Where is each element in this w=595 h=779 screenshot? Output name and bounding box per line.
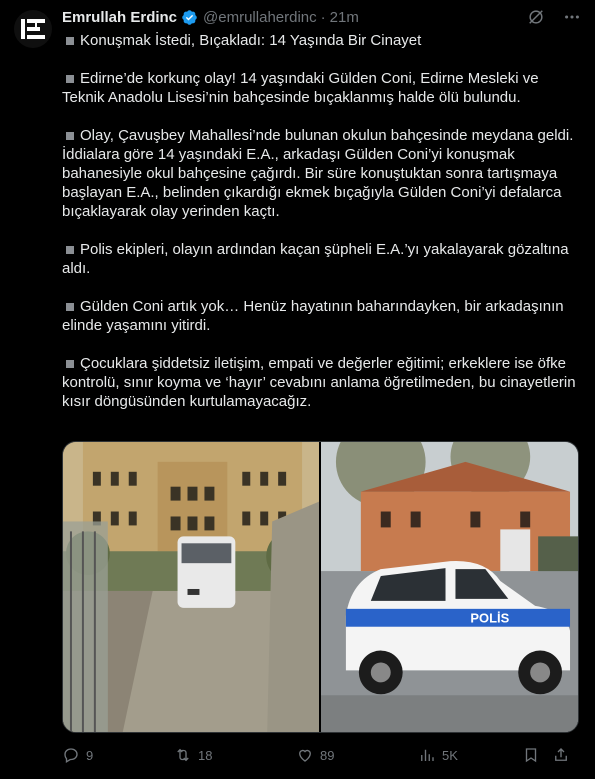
bookmark-icon <box>522 746 540 764</box>
reply-button[interactable] <box>62 746 174 764</box>
tweet-paragraph: Gülden Coni artık yok… Henüz hayatının baharındayken, bir arkadaşının elinde yaşamını yitirdi. <box>62 298 564 334</box>
bookmark-button[interactable] <box>522 746 552 764</box>
reply-icon <box>62 746 80 764</box>
police-car-photo[interactable] <box>321 442 578 732</box>
views-count: 5K <box>442 747 458 763</box>
separator-dot: · <box>320 8 326 26</box>
bullet-icon <box>66 37 74 45</box>
avatar[interactable] <box>14 10 52 48</box>
tweet-paragraph: Konuşmak İstedi, Bıçakladı: 14 Yaşında Bir Cinayet <box>62 31 582 50</box>
reply-count: 9 <box>86 747 94 763</box>
tweet-paragraph: Polis ekipleri, olayın ardından kaçan şüpheli E.A.’yı yakalayarak gözaltına aldı. <box>62 241 569 277</box>
E-logo-icon <box>20 18 46 40</box>
share-icon <box>552 746 570 764</box>
tweet-text <box>62 31 582 411</box>
views-button[interactable] <box>418 746 522 764</box>
bullet-icon <box>66 360 74 368</box>
tweet-header <box>62 7 581 27</box>
post-time[interactable]: 21m <box>329 8 359 26</box>
tweet-paragraph: Çocuklara şiddetsiz iletişim, empati ve değerler eğitimi; erkeklere ise öfke kontrolü, sınır koyma ve ‘hayır’ cevabını anlama öğretilmeden, bu cinayetlerin kısır döngüsünden kurtulamayacağız. <box>62 355 576 410</box>
bullet-icon <box>66 246 74 254</box>
school-photo[interactable] <box>63 442 319 732</box>
like-button[interactable] <box>296 746 418 764</box>
tweet-paragraph: Edirne’de korkunç olay! 14 yaşındaki Gülden Coni, Edirne Mesleki ve Teknik Anadolu Lisesi’nin bahçesinde bıçaklanmış halde ölü bulundu. <box>62 70 539 106</box>
bullet-icon <box>66 132 74 140</box>
retweet-icon <box>174 746 192 764</box>
share-button[interactable] <box>552 746 576 764</box>
police-label: POLİS <box>470 610 510 626</box>
grok-icon[interactable] <box>527 8 545 26</box>
more-icon[interactable] <box>563 8 581 26</box>
media-grid <box>62 441 579 733</box>
bullet-icon <box>66 303 74 311</box>
retweet-button[interactable] <box>174 746 296 764</box>
like-count: 89 <box>320 747 335 763</box>
action-bar <box>62 744 582 766</box>
author-handle[interactable]: @emrullaherdinc <box>203 8 317 26</box>
bullet-icon <box>66 75 74 83</box>
tweet-paragraph: Olay, Çavuşbey Mahallesi’nde bulunan okulun bahçesinde meydana geldi. İddialara göre 14 yaşındaki E.A., arkadaşı Gülden Coni’yi konuşmak bahanesiyle okul bahçesine çağırdı. Bir süre konuştuktan sonra tartışmaya başlayan E.A., belinden çıkardığı ekmek bıçağıyla Gülden Coni’yi defalarca bıçaklayarak olay yerinden kaçtı. <box>62 127 574 220</box>
verified-badge-icon[interactable] <box>181 9 198 26</box>
views-icon <box>418 746 436 764</box>
retweet-count: 18 <box>198 747 213 763</box>
heart-icon <box>296 746 314 764</box>
author-name[interactable]: Emrullah Erdinc <box>62 8 178 26</box>
